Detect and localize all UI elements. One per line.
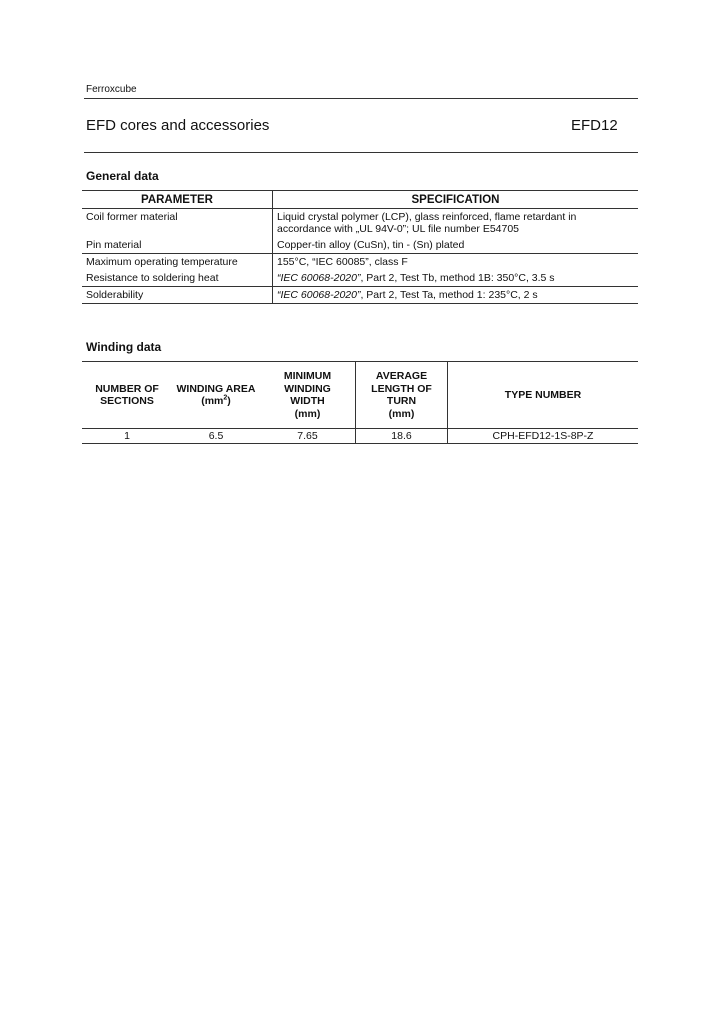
standard-reference: “IEC 60068-2020” bbox=[277, 272, 361, 284]
parameter-cell: Maximum operating temperature bbox=[86, 256, 238, 268]
parameter-cell: Pin material bbox=[82, 237, 273, 254]
title-rule bbox=[84, 152, 638, 153]
winding-area-cell: 6.5 bbox=[172, 429, 260, 444]
spec-text: , Part 2, Test Tb, method 1B: 350°C, 3.5 s bbox=[360, 272, 555, 284]
table-row bbox=[82, 287, 638, 304]
specification-cell bbox=[273, 209, 639, 238]
header-line: SECTIONS bbox=[100, 395, 154, 407]
header-line: TURN bbox=[386, 395, 417, 407]
spec-text: , Part 2, Test Ta, method 1: 235°C, 2 s bbox=[360, 289, 538, 301]
header-line: LENGTH OF bbox=[371, 382, 432, 395]
spec-line: accordance with „UL 94V-0”; UL file number E54705 bbox=[277, 223, 520, 235]
header-unit-exponent: 2 bbox=[223, 394, 228, 402]
winding-area-header bbox=[172, 362, 260, 429]
table-header-row bbox=[82, 362, 638, 429]
brand-name: Ferroxcube bbox=[86, 84, 137, 95]
parameter-cell: Coil former material bbox=[86, 211, 178, 223]
sections-header bbox=[82, 362, 172, 429]
header-unit-close: ) bbox=[227, 395, 231, 407]
table-row bbox=[82, 429, 638, 444]
winding-data-title: Winding data bbox=[86, 340, 162, 354]
header-rule bbox=[84, 98, 638, 99]
winding-data-table bbox=[82, 361, 638, 444]
table-header-row bbox=[82, 191, 638, 209]
table-row bbox=[82, 237, 638, 254]
general-data-table bbox=[82, 190, 638, 304]
type-number-header: TYPE NUMBER bbox=[448, 362, 639, 429]
header-line: WINDING bbox=[284, 382, 331, 395]
general-data-title: General data bbox=[86, 169, 159, 183]
spec-line: Liquid crystal polymer (LCP), glass reinforced, flame retardant in bbox=[277, 211, 577, 223]
specification-cell bbox=[273, 287, 639, 304]
header-line: NUMBER OF bbox=[95, 382, 159, 395]
header-line: (mm) bbox=[388, 407, 415, 420]
parameter-cell: Solderability bbox=[82, 287, 273, 304]
specification-cell: Copper-tin alloy (CuSn), tin - (Sn) plated bbox=[273, 237, 639, 254]
min-width-cell: 7.65 bbox=[260, 429, 356, 444]
table-row bbox=[82, 254, 638, 271]
document-title: EFD cores and accessories bbox=[86, 117, 270, 134]
document-code: EFD12 bbox=[571, 117, 618, 134]
avg-length-header bbox=[356, 362, 448, 429]
header-line: WIDTH bbox=[290, 395, 325, 407]
parameter-cell: Resistance to soldering heat bbox=[82, 270, 273, 287]
min-width-header bbox=[260, 362, 356, 429]
table-row bbox=[82, 270, 638, 287]
header-line: AVERAGE bbox=[375, 370, 428, 382]
sections-cell: 1 bbox=[82, 429, 172, 444]
header-line: (mm) bbox=[294, 407, 321, 420]
header-line: MINIMUM bbox=[283, 370, 332, 382]
specification-header: SPECIFICATION bbox=[273, 191, 639, 209]
header-line: WINDING AREA bbox=[176, 382, 256, 395]
specification-cell bbox=[273, 270, 639, 287]
standard-reference: “IEC 60068-2020” bbox=[277, 289, 361, 301]
table-row bbox=[82, 209, 638, 238]
parameter-header: PARAMETER bbox=[82, 191, 273, 209]
type-number-cell: CPH-EFD12-1S-8P-Z bbox=[448, 429, 639, 444]
avg-length-cell: 18.6 bbox=[356, 429, 448, 444]
header-unit: (mm bbox=[201, 395, 224, 407]
specification-cell: 155°C, “IEC 60085”, class F bbox=[273, 254, 639, 271]
